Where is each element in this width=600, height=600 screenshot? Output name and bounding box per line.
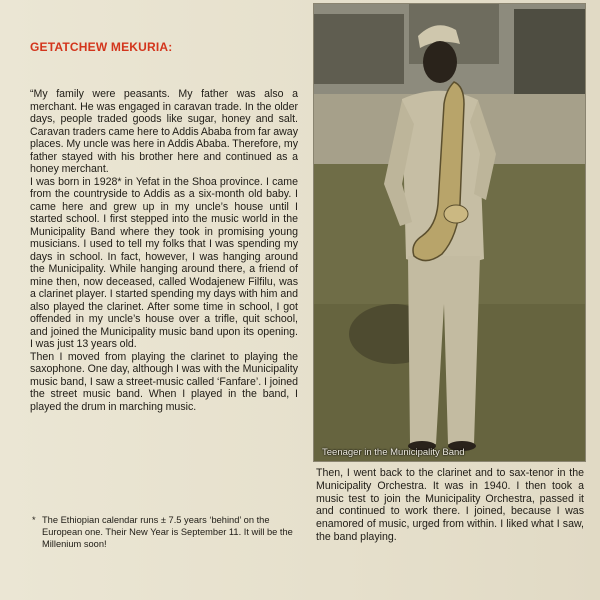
continued-text: Then, I went back to the clarinet and to sax-tenor in the Municipality Orchestra. It was in 1940. I then took a music test to join the Municipality Orchestra, passed it and continued to work there. I joined, because I was enamored of music, urged from within. I liked what I saw, the band playing. [316, 467, 584, 543]
speaker-heading: GETATCHEW MEKURIA: [30, 40, 173, 54]
saxophonist-illustration [314, 4, 585, 461]
footnote [32, 514, 294, 550]
footnote-text: The Ethiopian calendar runs ± 7.5 years ‘behind’ on the European one. Their New Year is September 11. It will be the Millenium soon! [42, 515, 293, 549]
footnote-mark: * [32, 515, 36, 525]
paragraph-birth: I was born in 1928* in Yefat in the Shoa province. I came from the countryside to Addis as a six-month old baby. I came here and grew up in my uncle’s house until I started school. I first stepped into the music world in the Municipality Band where they took in promising young musicians. I used to tell my folks that I was spending my days in school. In fact, however, I was hanging around the Municipality. While hanging around there, a friend of mine then, now deceased, called Wodajenew Filfilu, was a clarinet player. I started spending my days with him and also played the clarinet. After some time in school, I got offended in my uncle’s house over a trifle, quit school, and joined the Municipality music band upon its opening. I was just 13 years old. [30, 175, 298, 350]
left-column [30, 40, 298, 413]
historical-photo [313, 3, 586, 462]
paragraph-family: “My family were peasants. My father was also a merchant. He was engaged in caravan trade. In the older days, people traded goods like sugar, honey and salt. Caravan traders came here to Addis Ababa from far away places. My uncle was here in Addis Ababa. Therefore, my father stayed with his brother here and continued as a honey merchant. [30, 88, 298, 175]
interview-text [30, 88, 298, 413]
photo-caption: Teenager in the Municipality Band [322, 447, 465, 458]
paragraph-saxophone: Then I moved from playing the clarinet to playing the saxophone. One day, although I was with the Municipality music band, I saw a street-music called ‘Fanfare’. I joined the street music band. When I played in the band, I played the drum in marching music. [30, 350, 298, 413]
